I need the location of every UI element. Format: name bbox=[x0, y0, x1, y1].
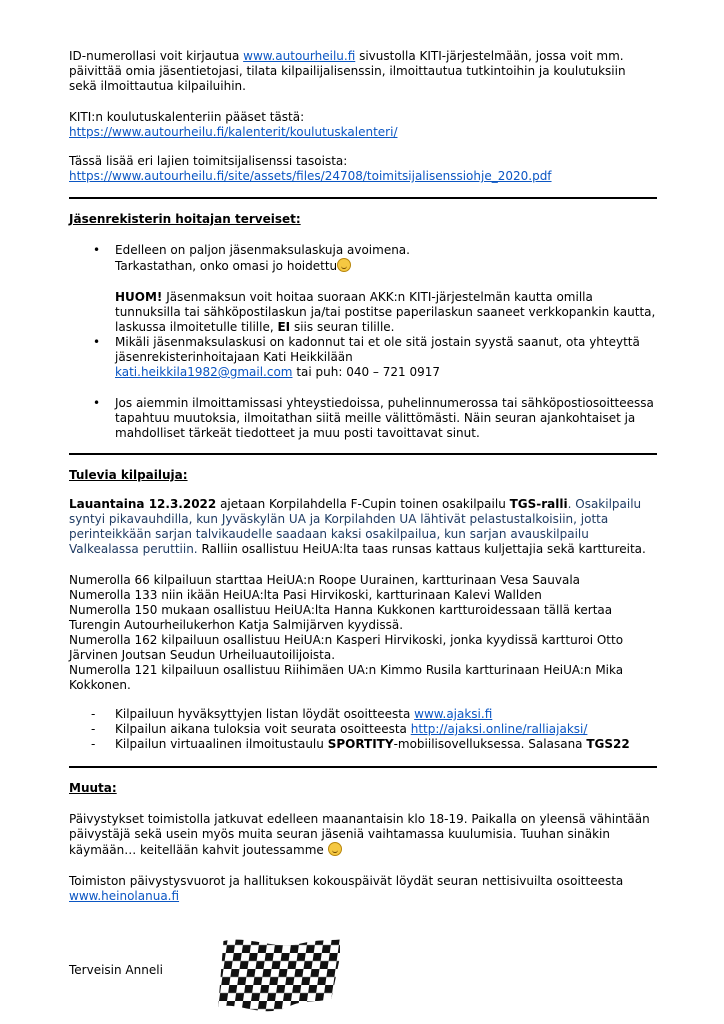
intro-paragraph: ID-numerollasi voit kirjautua www.autourheilu.fi sivustolla KITI-järjestelmään, jossa voit mm. päivittää omia jäsentietojasi, tilata kilpailijalisenssin, ilmoittautua tutkintoihin ja koulutuksiin sekä ilmoittautua kilpailuihin. bbox=[69, 49, 626, 93]
ajaksi-link[interactable]: www.ajaksi.fi bbox=[414, 707, 493, 721]
entry-line: Numerolla 162 kilpailuun osallistuu HeiUA:n Kasperi Hirvikoski, jonka kyydissä kartturoi Otto Järvinen Joutsan Seudun Urheiluautoilijoista. bbox=[69, 633, 624, 662]
heinolanua-link[interactable]: www.heinolanua.fi bbox=[69, 889, 180, 903]
list-item: • Edelleen on paljon jäsenmaksulaskuja avoimena. Tarkastathan, onko omasi jo hoidettu HUOM! Jäsenmaksun voit hoitaa suoraan AKK:n KITI-järjestelmän kautta omilla tunnuksilla tai sähköpostilaskun ja/tai postitse paperilaskun saaneet verkkopankin kautta, laskussa ilmoitetulle tilille, EI siis seuran tilille. bbox=[115, 243, 657, 335]
entry-line: Numerolla 150 mukaan osallistuu HeiUA:lta Hanna Kukkonen kartturoidessaan tällä kertaa Turengin Autourheilukerhon Katja Salmijärven kyydissä. bbox=[69, 603, 613, 632]
race-links-list bbox=[69, 707, 657, 752]
calendar-text: KITI:n koulutuskalenteriin pääset tästä: bbox=[69, 110, 305, 124]
list-item: - Kilpailun aikana tuloksia voit seurata osoitteesta http://ajaksi.online/ralliajaksi/ bbox=[115, 722, 657, 737]
document-page bbox=[69, 49, 657, 904]
entry-line: Numerolla 121 kilpailuun osallistuu Riihimäen UA:n Kimmo Rusila kartturinaan HeiUA:n Mika Kokkonen. bbox=[69, 663, 624, 692]
list-item: - Kilpailuun hyväksyttyjen listan löydät osoitteesta www.ajaksi.fi bbox=[115, 707, 657, 722]
entry-line: Numerolla 133 niin ikään HeiUA:lta Pasi Hirvikoski, kartturinaan Kalevi Wallden bbox=[69, 588, 542, 602]
list-item: • Jos aiemmin ilmoittamissasi yhteystiedoissa, puhelinnumerossa tai sähköpostiosoitteessa tapahtuu muutoksia, ilmoitathan siitä meille välittömästi. Näin seuran ajankohtaiset ja mahdolliset tärkeät tiedotteet ja muu posti tavoittavat sinut. bbox=[115, 396, 657, 441]
checkered-flag-icon bbox=[212, 937, 340, 1013]
smiley-icon bbox=[328, 842, 342, 856]
signoff: Terveisin Anneli bbox=[69, 963, 163, 977]
office-paragraph: Päivystykset toimistolla jatkuvat edelleen maanantaisin klo 18-19. Paikalla on yleensä vähintään päivystäjä sekä usein myös muita seuran jäseniä vaihtamassa kuulumisia. Tuuhan sinäkin käymään… keitellään kahvit joutessamme bbox=[69, 812, 650, 857]
autourheilu-link[interactable]: www.autourheilu.fi bbox=[243, 49, 356, 63]
schedule-paragraph: Toimiston päivystysvuorot ja hallituksen kokouspäivät löydät seuran nettisivuilta osoitteesta bbox=[69, 874, 624, 888]
smiley-icon bbox=[337, 258, 351, 272]
list-item: - Kilpailun virtuaalinen ilmoitustaulu SPORTITY-mobiilisovelluksessa. Salasana TGS22 bbox=[115, 737, 657, 752]
registry-list bbox=[69, 243, 657, 441]
calendar-link[interactable]: https://www.autourheilu.fi/kalenterit/koulutuskalenteri/ bbox=[69, 125, 398, 139]
license-text: Tässä lisää eri lajien toimitsijalisenssi tasoista: bbox=[69, 154, 348, 168]
race-paragraph: Lauantaina 12.3.2022 ajetaan Korpilahdella F-Cupin toinen osakilpailu TGS-ralli. Osakilpailu syntyi pikavauhdilla, kun Jyväskylän UA ja Korpilahden UA lähtivät pelastustalkoisiin, jotta perinteikkään sarjan talvikaudelle saadaan kaksi osakilpailua, kun sarjan avauskilpailu Valkealassa peruttiin. Ralliin osallistuu HeiUA:lta taas runsas kattaus kuljettajia sekä karttureita. bbox=[69, 497, 646, 556]
other-heading: Muuta: bbox=[69, 781, 117, 795]
email-link[interactable]: kati.heikkila1982@gmail.com bbox=[115, 365, 293, 379]
entry-line: Numerolla 66 kilpailuun starttaa HeiUA:n Roope Uurainen, kartturinaan Vesa Sauvala bbox=[69, 573, 581, 587]
list-item: • Mikäli jäsenmaksulaskusi on kadonnut tai et ole sitä jostain syystä saanut, ota yhteyttä jäsenrekisterinhoitajaan Kati Heikkilään kati.heikkila1982@gmail.com tai puh: 040 – 721 0917 bbox=[115, 335, 657, 396]
registry-heading: Jäsenrekisterin hoitajan terveiset: bbox=[69, 212, 301, 226]
license-link[interactable]: https://www.autourheilu.fi/site/assets/files/24708/toimitsijalisenssiohje_2020.pdf bbox=[69, 169, 552, 183]
results-link[interactable]: http://ajaksi.online/ralliajaksi/ bbox=[410, 722, 588, 736]
races-heading: Tulevia kilpailuja: bbox=[69, 468, 188, 482]
